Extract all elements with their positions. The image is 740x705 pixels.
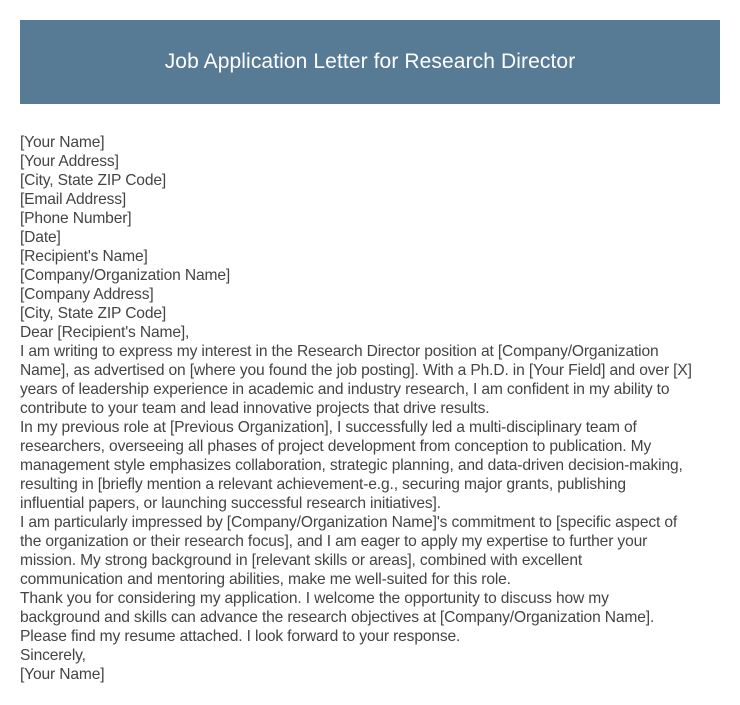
paragraph-line: background and skills can advance the research objectives at [Company/Organization Name]. xyxy=(20,609,655,626)
recipient-name: [Recipient's Name] xyxy=(20,248,148,265)
paragraph-line: years of leadership experience in academic and industry research, I am confident in my ability to xyxy=(20,381,670,398)
sender-city-state-zip: [City, State ZIP Code] xyxy=(20,172,167,189)
sender-address: [Your Address] xyxy=(20,153,119,170)
paragraph-line: contribute to your team and lead innovative projects that drive results. xyxy=(20,400,490,417)
recipient-city-state-zip: [City, State ZIP Code] xyxy=(20,305,167,322)
paragraph-line: I am particularly impressed by [Company/Organization Name]'s commitment to [specific aspect of xyxy=(20,514,678,531)
closing: Sincerely, xyxy=(20,647,86,664)
paragraph-line: the organization or their research focus], and I am eager to apply my expertise to further your xyxy=(20,533,648,550)
paragraph-closing-remarks xyxy=(20,589,724,646)
paragraph-line: mission. My strong background in [relevant skills or areas], combined with excellent xyxy=(20,552,583,569)
salutation: Dear [Recipient's Name], xyxy=(20,324,190,341)
paragraph-line: influential papers, or launching successful research initiatives]. xyxy=(20,495,441,512)
sender-name: [Your Name] xyxy=(20,134,105,151)
paragraph-line: Thank you for considering my application. I welcome the opportunity to discuss how my xyxy=(20,590,609,607)
sender-phone: [Phone Number] xyxy=(20,210,132,227)
recipient-block xyxy=(20,247,724,323)
sender-block xyxy=(20,133,724,228)
sender-email: [Email Address] xyxy=(20,191,127,208)
paragraph-introduction xyxy=(20,342,724,418)
paragraph-line: Please find my resume attached. I look forward to your response. xyxy=(20,628,461,645)
paragraph-experience xyxy=(20,418,724,513)
paragraph-line: management style emphasizes collaboration, strategic planning, and data-driven decision-making, xyxy=(20,457,683,474)
paragraph-line: I am writing to express my interest in the Research Director position at [Company/Organization xyxy=(20,343,659,360)
recipient-organization: [Company/Organization Name] xyxy=(20,267,231,284)
paragraph-line: resulting in [briefly mention a relevant achievement-e.g., securing major grants, publishing xyxy=(20,476,626,493)
letter-header-banner xyxy=(20,20,720,104)
paragraph-line: communication and mentoring abilities, make me well-suited for this role. xyxy=(20,571,511,588)
recipient-address: [Company Address] xyxy=(20,286,154,303)
signature: [Your Name] xyxy=(20,666,105,683)
paragraph-motivation xyxy=(20,513,724,589)
letter-body xyxy=(20,133,724,684)
paragraph-line: In my previous role at [Previous Organization], I successfully led a multi-disciplinary team of xyxy=(20,419,637,436)
letter-date: [Date] xyxy=(20,229,61,246)
page-title: Job Application Letter for Research Director xyxy=(164,50,576,73)
paragraph-line: Name], as advertised on [where you found the job posting]. With a Ph.D. in [Your Field] and over [X] xyxy=(20,362,692,379)
paragraph-line: researchers, overseeing all phases of project development from conception to publication. My xyxy=(20,438,652,455)
